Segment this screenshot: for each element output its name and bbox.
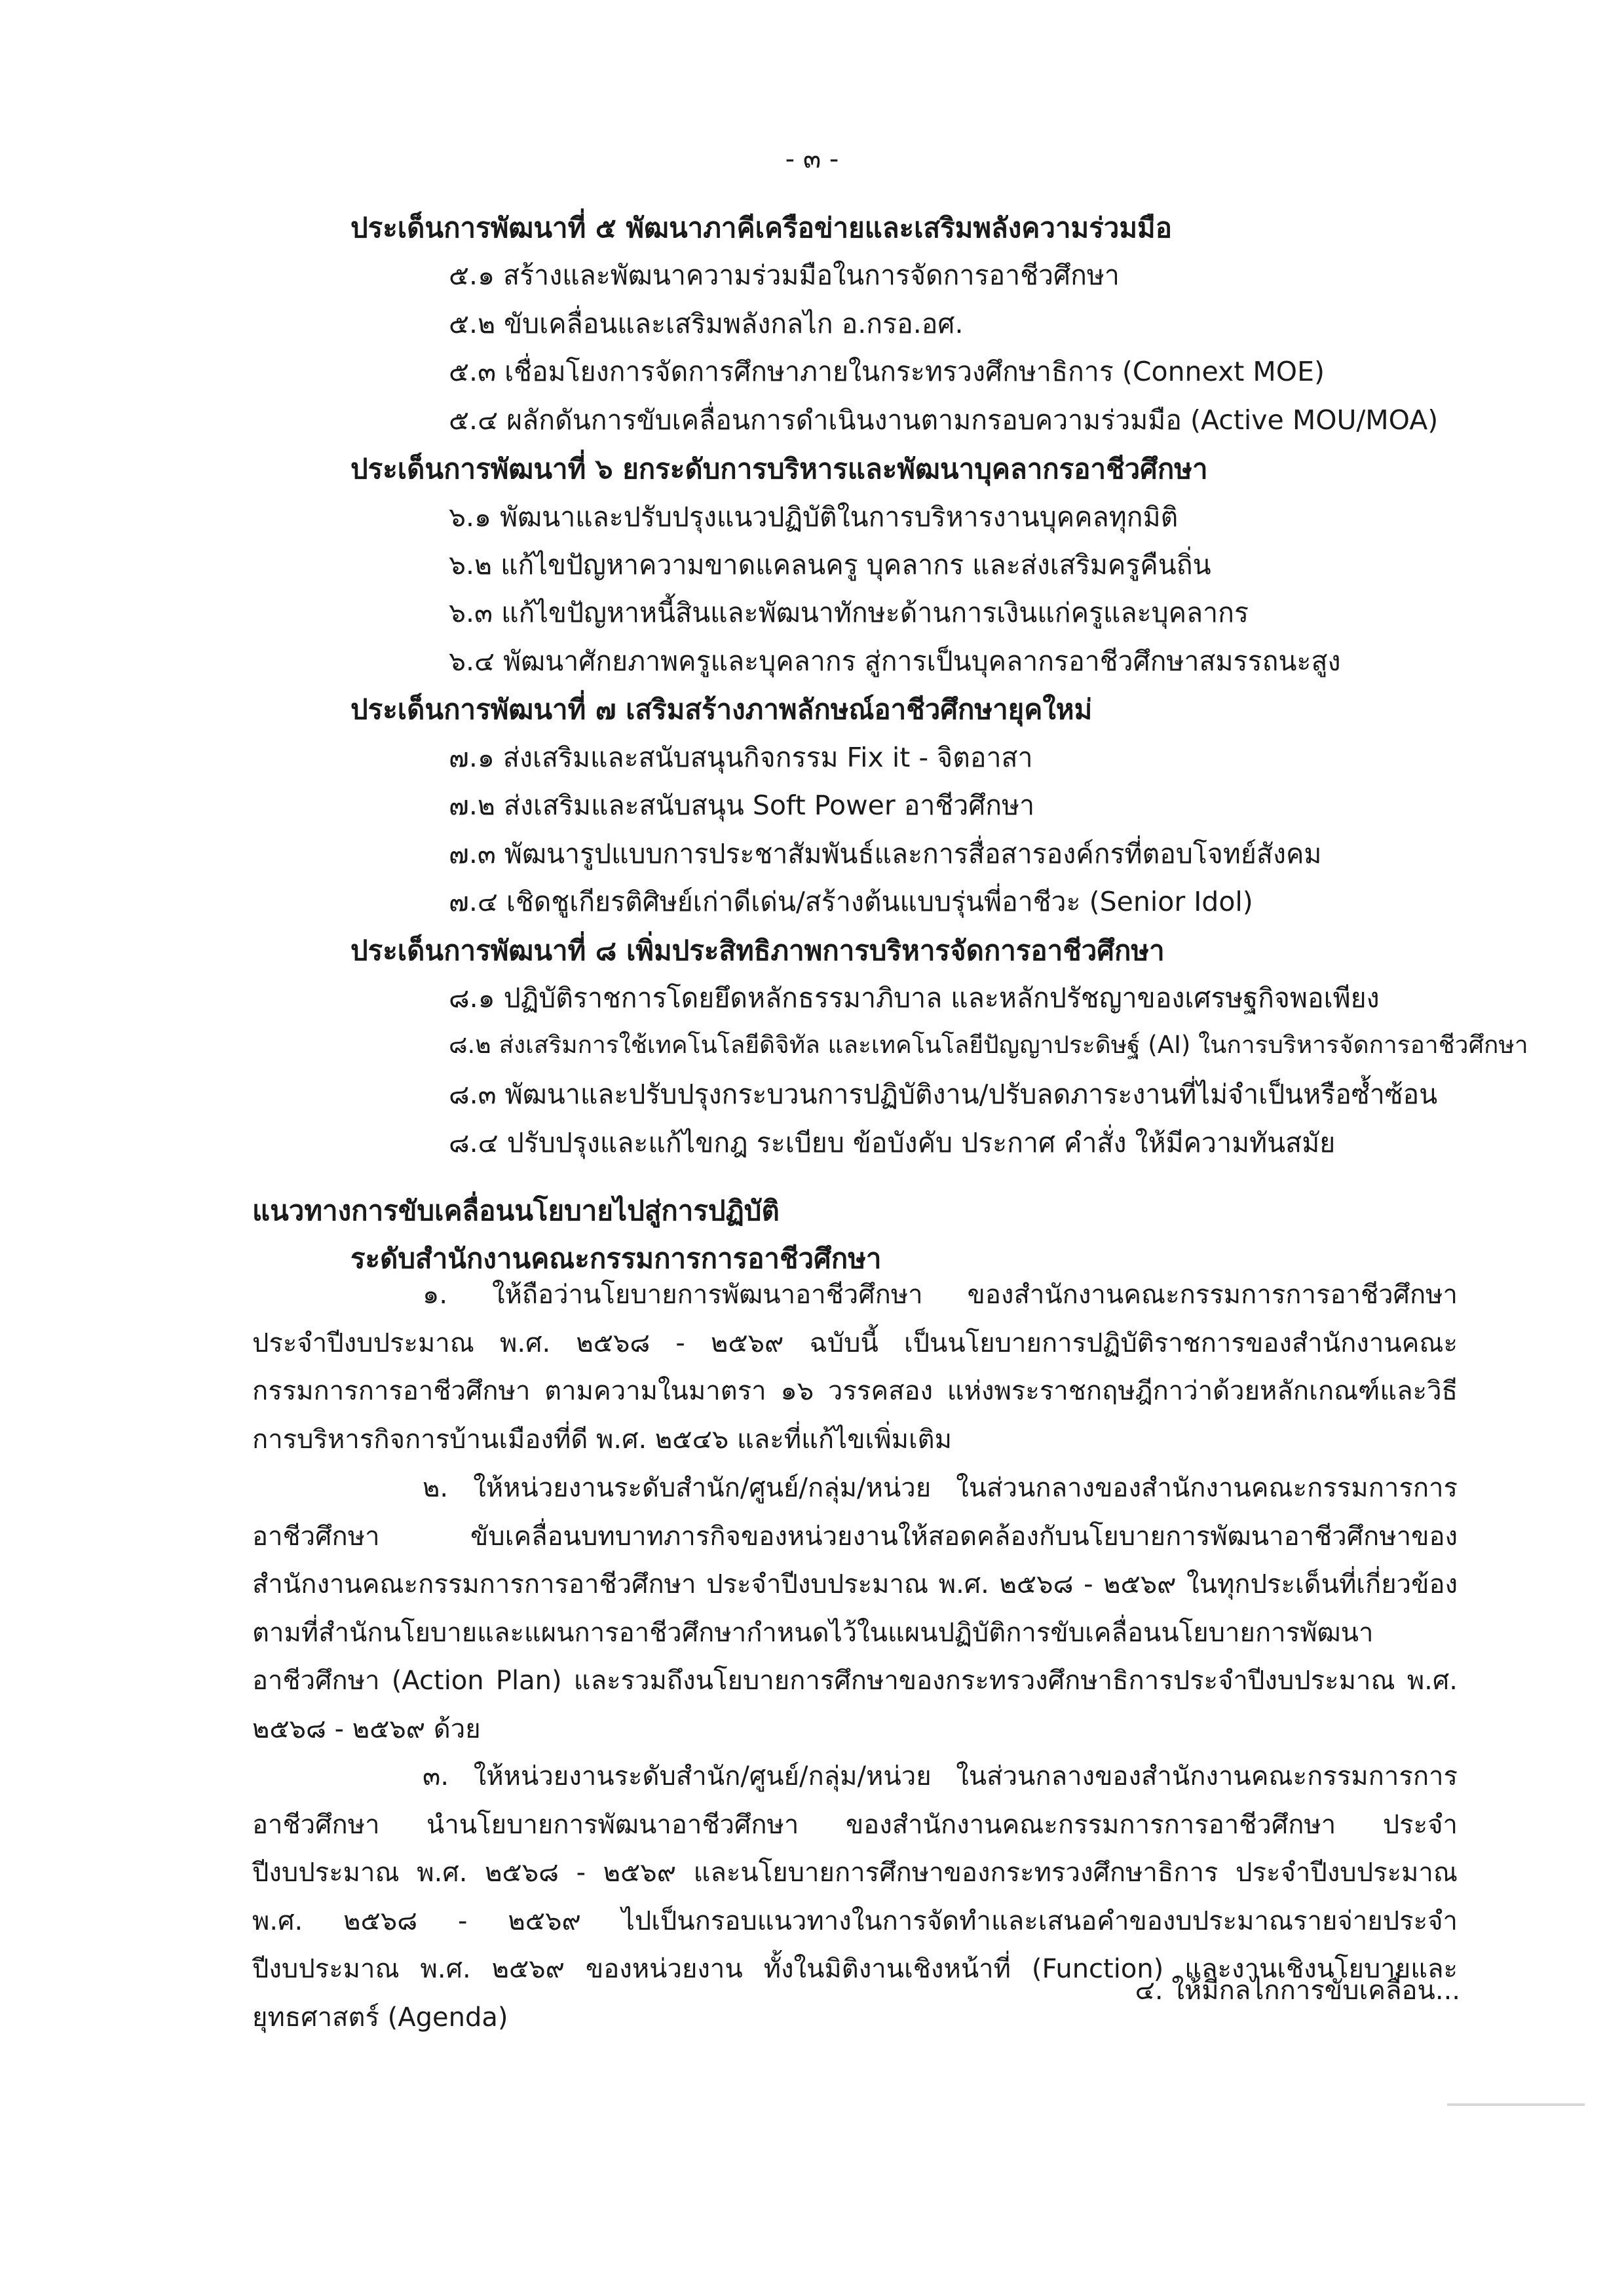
issue-item: ๕.๓ เชื่อมโยงการจัดการศึกษาภายในกระทรวงศึกษาธิการ (Connext MOE) — [449, 356, 1325, 387]
issue-heading: ประเด็นการพัฒนาที่ ๗ เสริมสร้างภาพลักษณ์อาชีวศึกษายุคใหม่ — [350, 693, 1093, 725]
issue-heading: ประเด็นการพัฒนาที่ ๕ พัฒนาภาคีเครือข่ายและเสริมพลังความร่วมมือ — [350, 212, 1172, 244]
guideline-paragraph: ๒. ให้หน่วยงานระดับสำนัก/ศูนย์/กลุ่ม/หน่วย ในส่วนกลางของสำนักงานคณะกรรมการการอาชีวศึกษา ขับเคลื่อนบทบาทภารกิจของหน่วยงานให้สอดคล้องกับนโยบายการพัฒนาอาชีวศึกษาของสำนักงานคณะกรรมการการอาชีวศึกษา ประจำปีงบประมาณ พ.ศ. ๒๕๖๘ - ๒๕๖๙ ในทุกประเด็นที่เกี่ยวข้อง ตามที่สำนักนโยบายและแผนการอาชีวศึกษากำหนดไว้ในแผนปฏิบัติการขับเคลื่อนนโยบายการพัฒนาอาชีวศึกษา (Action Plan) และรวมถึงนโยบายการศึกษาของกระทรวงศึกษาธิการประจำปีงบประมาณ พ.ศ. ๒๕๖๘ - ๒๕๖๙ ด้วย — [252, 1473, 1458, 1744]
issue-item: ๕.๒ ขับเคลื่อนและเสริมพลังกลไก อ.กรอ.อศ. — [449, 308, 964, 339]
issue-item: ๖.๓ แก้ไขปัญหาหนี้สินและพัฒนาทักษะด้านการเงินแก่ครูและบุคลากร — [449, 597, 1249, 628]
issue-item: ๕.๔ ผลักดันการขับเคลื่อนการดำเนินงานตามกรอบความร่วมมือ (Active MOU/MOA) — [449, 404, 1439, 436]
issue-item: ๗.๒ ส่งเสริมและสนับสนุน Soft Power อาชีวศึกษา — [449, 790, 1035, 821]
issue-item: ๖.๑ พัฒนาและปรับปรุงแนวปฏิบัติในการบริหารงานบุคคลทุกมิติ — [449, 501, 1179, 533]
guidelines-heading: แนวทางการขับเคลื่อนนโยบายไปสู่การปฏิบัติ — [252, 1195, 780, 1227]
issue-item: ๖.๔ พัฒนาศักยภาพครูและบุคลากร สู่การเป็นบุคลากรอาชีวศึกษาสมรรถนะสูง — [449, 645, 1341, 677]
guidelines-subheading: ระดับสำนักงานคณะกรรมการการอาชีวศึกษา — [350, 1242, 882, 1274]
issue-heading: ประเด็นการพัฒนาที่ ๘ เพิ่มประสิทธิภาพการบริหารจัดการอาชีวศึกษา — [350, 934, 1165, 966]
issue-item: ๘.๒ ส่งเสริมการใช้เทคโนโลยีดิจิทัล และเทคโนโลยีปัญญาประดิษฐ์ (AI) ในการบริหารจัดการอาชีวศึกษา — [449, 1031, 1528, 1059]
issue-item: ๗.๔ เชิดชูเกียรติศิษย์เก่าดีเด่น/สร้างต้นแบบรุ่นพี่อาชีวะ (Senior Idol) — [449, 886, 1253, 917]
issue-item: ๗.๓ พัฒนารูปแบบการประชาสัมพันธ์และการสื่อสารองค์กรที่ตอบโจทย์สังคม — [449, 838, 1322, 870]
guideline-paragraph: ๑. ให้ถือว่านโยบายการพัฒนาอาชีวศึกษา ของสำนักงานคณะกรรมการการอาชีวศึกษา ประจำปีงบประมาณ พ.ศ. ๒๕๖๘ - ๒๕๖๙ ฉบับนี้ เป็นนโยบายการปฏิบัติราชการของสำนักงานคณะกรรมการการอาชีวศึกษา ตามความในมาตรา ๑๖ วรรคสอง แห่งพระราชกฤษฎีกาว่าด้วยหลักเกณฑ์และวิธีการบริหารกิจการบ้านเมืองที่ดี พ.ศ. ๒๕๔๖ และที่แก้ไขเพิ่มเติม — [252, 1280, 1458, 1455]
guideline-paragraph: ๓. ให้หน่วยงานระดับสำนัก/ศูนย์/กลุ่ม/หน่วย ในส่วนกลางของสำนักงานคณะกรรมการการอาชีวศึกษา นำนโยบายการพัฒนาอาชีวศึกษา ของสำนักงานคณะกรรมการการอาชีวศึกษา ประจำปีงบประมาณ พ.ศ. ๒๕๖๘ - ๒๕๖๙ และนโยบายการศึกษาของกระทรวงศึกษาธิการ ประจำปีงบประมาณ พ.ศ. ๒๕๖๘ - ๒๕๖๙ ไปเป็นกรอบแนวทางในการจัดทำและเสนอคำของบประมาณรายจ่ายประจำปีงบประมาณ พ.ศ. ๒๕๖๙ ของหน่วยงาน ทั้งในมิติงานเชิงหน้าที่ (Function) และงานเชิงนโยบายและยุทธศาสตร์ (Agenda) — [252, 1761, 1458, 2033]
issue-item: ๖.๒ แก้ไขปัญหาความขาดแคลนครู บุคลากร และส่งเสริมครูคืนถิ่น — [449, 549, 1211, 581]
issue-item: ๘.๑ ปฏิบัติราชการโดยยึดหลักธรรมาภิบาล และหลักปรัชญาของเศรษฐกิจพอเพียง — [449, 982, 1380, 1014]
issue-item: ๗.๑ ส่งเสริมและสนับสนุนกิจกรรม Fix it - จิตอาสา — [449, 742, 1033, 773]
issue-item: ๕.๑ สร้างและพัฒนาความร่วมมือในการจัดการอาชีวศึกษา — [449, 259, 1120, 291]
issue-heading: ประเด็นการพัฒนาที่ ๖ ยกระดับการบริหารและพัฒนาบุคลากรอาชีวศึกษา — [350, 453, 1208, 485]
issue-item: ๘.๓ พัฒนาและปรับปรุงกระบวนการปฏิบัติงาน/ปรับลดภาระงานที่ไม่จำเป็นหรือซ้ำซ้อน — [449, 1079, 1438, 1110]
issue-item: ๘.๔ ปรับปรุงและแก้ไขกฎ ระเบียบ ข้อบังคับ ประกาศ คำสั่ง ให้มีความทันสมัย — [449, 1127, 1336, 1158]
page-number: - ๓ - — [785, 144, 839, 174]
continuation-text: ๔. ให้มีกลไกการขับเคลื่อน... — [1135, 1976, 1460, 2006]
footer-rule — [1447, 2103, 1585, 2106]
